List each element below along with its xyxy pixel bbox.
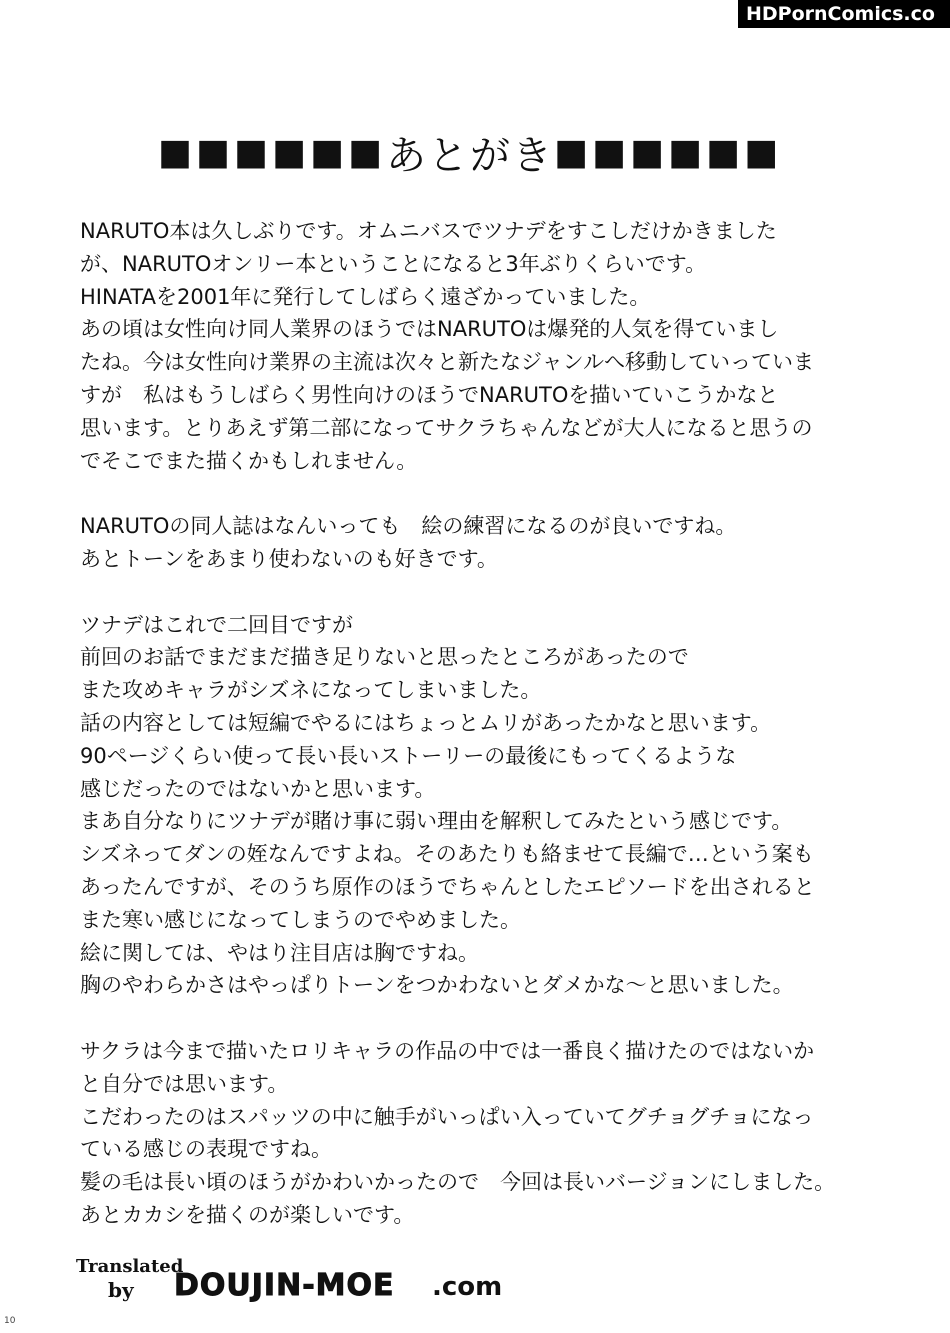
afterword-heading bbox=[110, 126, 830, 178]
text-line: また攻めキャラがシズネになってしまいました。 bbox=[80, 678, 542, 703]
text-line: 感じだったのではないかと思います。 bbox=[80, 776, 436, 801]
text-line: あとカカシを描くのが楽しいです。 bbox=[80, 1202, 415, 1227]
paragraph bbox=[80, 609, 880, 1003]
text-line: シズネってダンの姪なんですよね。そのあたりも絡ませて長編で…という案も bbox=[80, 842, 814, 867]
text-line: こだわったのはスパッツの中に触手がいっぱい入っていてグチョグチョになっ bbox=[80, 1104, 814, 1129]
heading-blocks-right: ■■■■■■ bbox=[554, 131, 783, 173]
watermark: HDPornComics.co bbox=[738, 0, 950, 28]
text-line: 胸のやわらかさはやっぱりトーンをつかわないとダメかな～と思いました。 bbox=[80, 973, 794, 998]
text-line: HINATAを2001年に発行してしばらく遠ざかっていました。 bbox=[80, 284, 651, 309]
text-line: 絵に関しては、やはり注目店は胸ですね。 bbox=[80, 940, 479, 965]
text-line: ツナデはこれで二回目ですが bbox=[80, 612, 353, 637]
text-line: 話の内容としては短編でやるにはちょっとムリがあったかなと思います。 bbox=[80, 710, 772, 735]
text-line: 思います。とりあえず第二部になってサクラちゃんなどが大人になると思うの bbox=[80, 415, 813, 440]
text-line: まあ自分なりにツナデが賭け事に弱い理由を解釈してみたという感じです。 bbox=[80, 809, 793, 834]
text-line: 前回のお話でまだまだ描き足りないと思ったところがあったので bbox=[80, 645, 689, 670]
afterword-body bbox=[80, 215, 880, 1265]
paragraph bbox=[80, 215, 880, 477]
text-line: あの頃は女性向け同人業界のほうではNARUTOは爆発的人気を得ていまし bbox=[80, 317, 779, 342]
page-number: 10 bbox=[4, 1316, 16, 1326]
doujin-moe-logo bbox=[172, 1264, 532, 1304]
paragraph bbox=[80, 510, 880, 576]
credit-by-label: by bbox=[108, 1278, 134, 1302]
text-line: と自分では思います。 bbox=[80, 1071, 289, 1096]
text-line: すが 私はもうしばらく男性向けのほうでNARUTOを描いていこうかなと bbox=[80, 382, 779, 407]
svg-text:.com: .com bbox=[432, 1272, 503, 1302]
text-line: ている感じの表現ですね。 bbox=[80, 1137, 332, 1162]
text-line: また寒い感じになってしまうのでやめました。 bbox=[80, 907, 521, 932]
text-line: サクラは今まで描いたロリキャラの作品の中では一番良く描けたのではないか bbox=[80, 1038, 815, 1063]
paragraph bbox=[80, 1035, 880, 1232]
text-line: あったんですが、そのうち原作のほうでちゃんとしたエピソードを出されると bbox=[80, 874, 815, 899]
text-line: 90ページくらい使って長い長いストーリーの最後にもってくるような bbox=[80, 743, 737, 768]
heading-blocks-left: ■■■■■■ bbox=[157, 131, 386, 173]
text-line: が、NARUTOオンリー本ということになると3年ぶりくらいです。 bbox=[80, 251, 707, 276]
text-line: たね。今は女性向け業界の主流は次々と新たなジャンルへ移動していっていま bbox=[80, 350, 815, 375]
text-line: NARUTOの同人誌はなんいっても 絵の練習になるのが良いですね。 bbox=[80, 514, 737, 539]
credit-translated-label: Translated bbox=[76, 1256, 184, 1277]
svg-text:DOUJIN-MOE: DOUJIN-MOE bbox=[174, 1268, 395, 1303]
text-line: 髪の毛は長い頃のほうがかわいかったので 今回は長いバージョンにしました。 bbox=[80, 1170, 836, 1195]
text-line: あとトーンをあまり使わないのも好きです。 bbox=[80, 546, 498, 571]
heading-title: あとがき bbox=[386, 132, 554, 179]
text-line: でそこでまた描くかもしれません。 bbox=[80, 448, 418, 473]
text-line: NARUTO本は久しぶりです。オムニバスでツナデをすこしだけかきました bbox=[80, 219, 777, 243]
translation-credit bbox=[76, 1256, 536, 1312]
